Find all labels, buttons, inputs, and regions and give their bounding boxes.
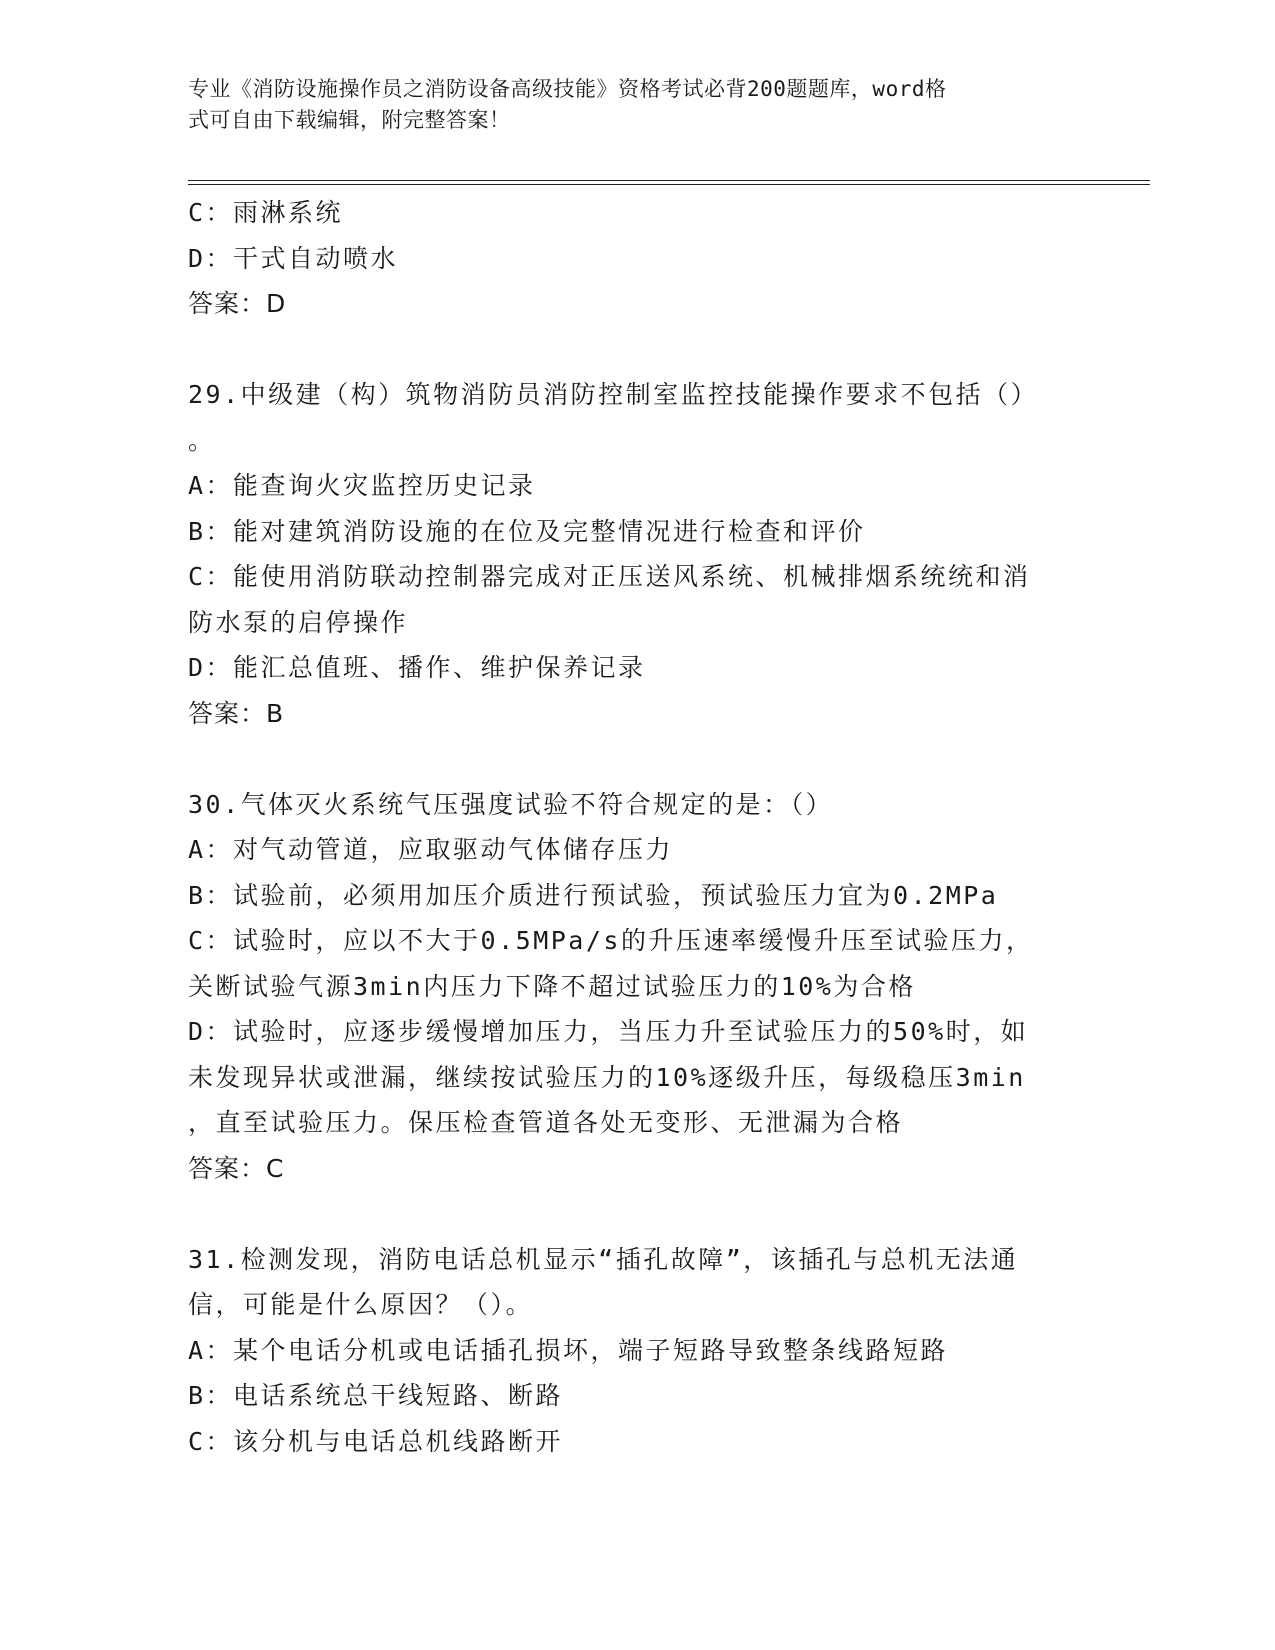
option-d: D：试验时，应逐步缓慢增加压力，当压力升至试验压力的50%时，如: [188, 1017, 1029, 1046]
header-line-1: 专业《消防设施操作员之消防设备高级技能》资格考试必背200题题库，word格: [188, 77, 947, 101]
option-d: D：能汇总值班、播作、维护保养记录: [188, 653, 646, 682]
option-b: B：电话系统总干线短路、断路: [188, 1381, 564, 1410]
question-29: [188, 372, 1088, 736]
question-stem: 30.气体灭火系统气压强度试验不符合规定的是：（）: [188, 789, 834, 819]
spacer: [188, 736, 1088, 782]
question-stem-continued: 信，可能是什么原因？（）。: [188, 1290, 534, 1319]
spacer: [188, 1191, 1088, 1237]
header-rule-bottom: [188, 184, 1150, 185]
answer-line: 答案：C: [188, 1153, 285, 1183]
option-c-continued: 防水泵的启停操作: [188, 607, 409, 637]
option-b: B：能对建筑消防设施的在位及完整情况进行检查和评价: [188, 516, 866, 546]
question-stem: 31.检测发现，消防电话总机显示“插孔故障”，该插孔与总机无法通: [188, 1244, 1019, 1274]
option-c: C：雨淋系统: [188, 198, 344, 227]
option-c-continued: 关断试验气源3min内压力下降不超过试验压力的10%为合格: [188, 971, 916, 1001]
question-stem-continued: 。: [188, 425, 216, 455]
header-line-2: 式可自由下载编辑，附完整答案！: [188, 108, 511, 132]
answer-line: 答案：D: [188, 289, 287, 318]
option-c: C：该分机与电话总机线路断开: [188, 1426, 564, 1456]
spacer: [188, 327, 1088, 373]
header-rule-top: [188, 180, 1150, 181]
option-c: C：能使用消防联动控制器完成对正压送风系统、机械排烟系统统和消: [188, 562, 1031, 591]
option-a: A：能查询火灾监控历史记录: [188, 471, 536, 500]
option-a: A：对气动管道，应取驱动气体储存压力: [188, 835, 674, 864]
option-d-continued: ，直至试验压力。保压检查管道各处无变形、无泄漏为合格: [188, 1108, 904, 1137]
question-list: [188, 190, 1088, 1464]
question-31: [188, 1237, 1088, 1465]
question-28-tail: [188, 190, 1088, 327]
option-c: C：试验时，应以不大于0.5MPa/s的升压速率缓慢升压至试验压力，: [188, 926, 1034, 955]
question-stem: 29.中级建（构）筑物消防员消防控制室监控技能操作要求不包括（）: [188, 380, 1039, 409]
option-d-continued: 未发现异状或泄漏，继续按试验压力的10%逐级升压，每级稳压3min: [188, 1062, 1026, 1092]
option-d: D：干式自动喷水: [188, 243, 399, 273]
option-a: A：某个电话分机或电话插孔损坏，端子短路导致整条线路短路: [188, 1335, 949, 1365]
answer-line: 答案：B: [188, 698, 285, 728]
question-30: [188, 782, 1088, 1192]
document-header: [188, 74, 1068, 136]
option-b: B：试验前，必须用加压介质进行预试验，预试验压力宜为0.2MPa: [188, 880, 999, 910]
